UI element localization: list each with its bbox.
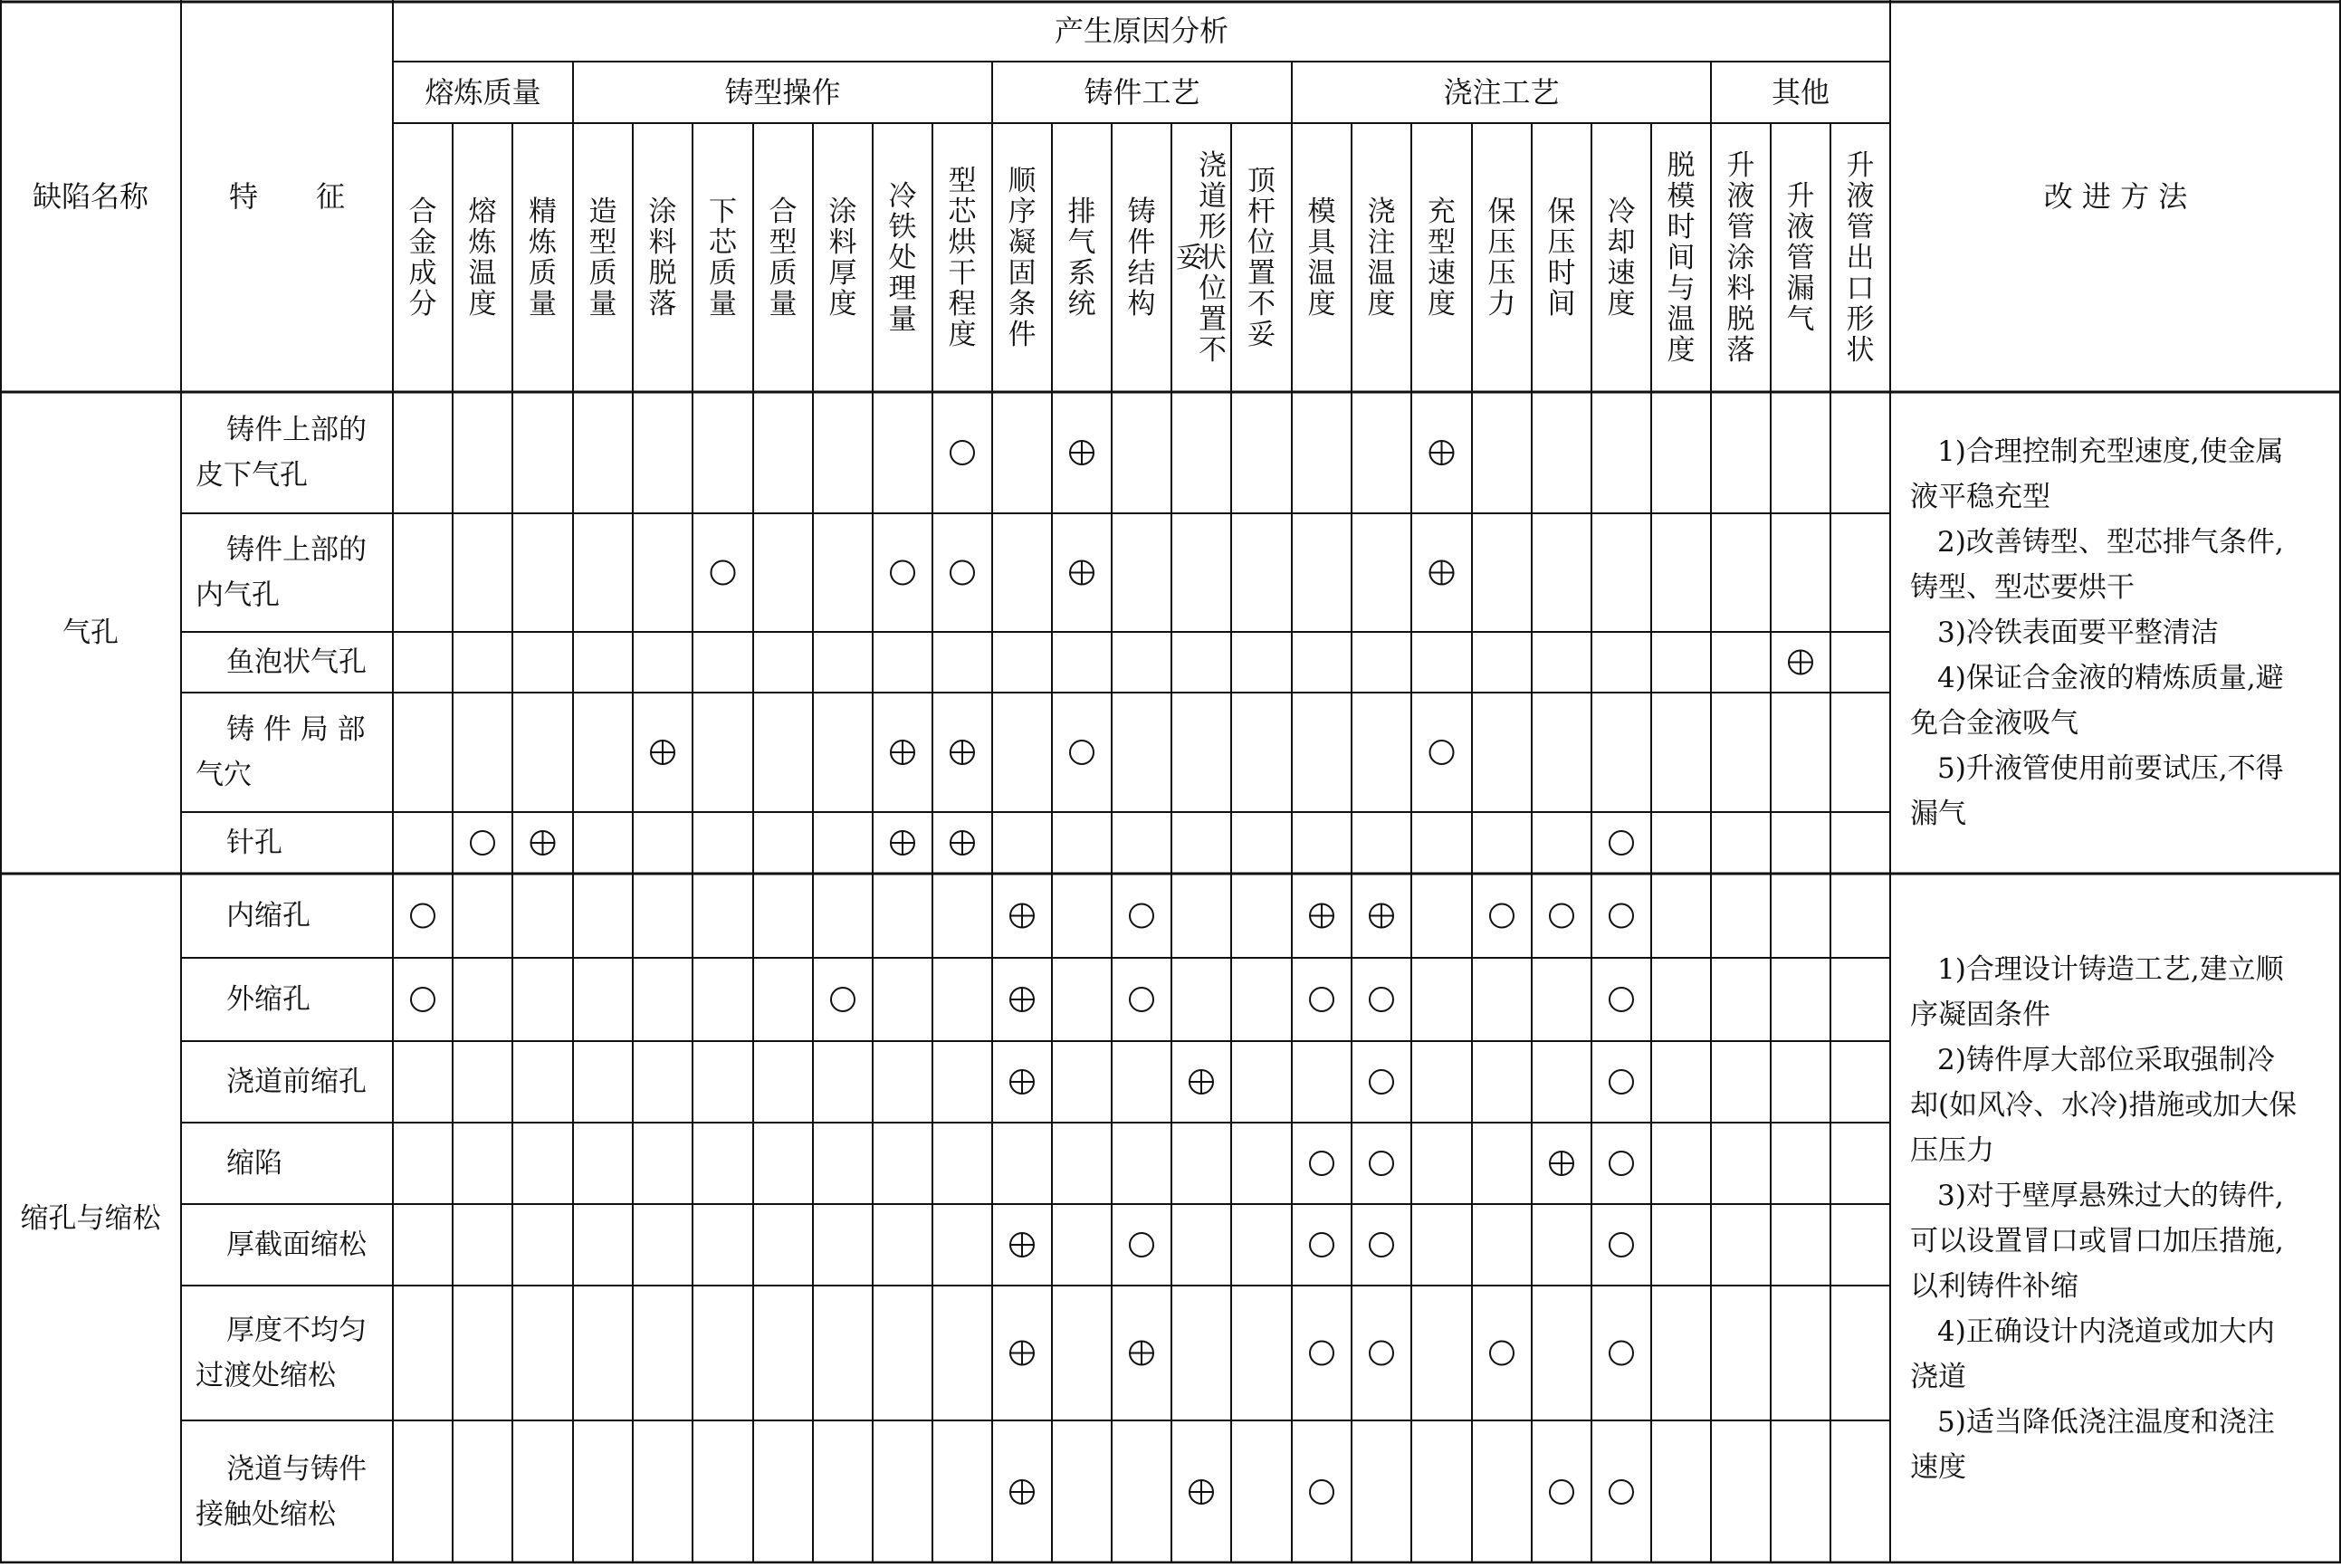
factor-header-char: 速 [1607,257,1636,290]
remedy-line: 3)对于壁厚悬殊过大的铸件, [1937,1180,2284,1212]
possible-cause-mark [1610,1480,1633,1504]
factor-header-char: 量 [709,288,737,320]
remedy-line: 漏气 [1910,798,1966,830]
possible-cause-mark [1370,1152,1393,1175]
factor-header-char: 涂 [648,196,677,228]
remedy-line: 浇道 [1910,1361,1966,1393]
factor-header-char: 型 [948,165,977,197]
main-cause-mark [1550,1152,1573,1175]
column-header-remedy: 改 进 方 法 [2043,179,2188,214]
remedy-line: 压压力 [1910,1134,1994,1167]
factor-header-char: 质 [529,257,557,290]
factor-header-char: 道 [1199,180,1227,213]
group-header: 铸型操作 [724,75,841,110]
factor-header-char: 成 [408,257,437,290]
main-cause-mark [1310,904,1333,928]
possible-cause-mark [1610,831,1633,855]
remedy-line: 1)合理控制充型速度,使金属 [1937,435,2284,468]
possible-cause-mark [471,831,494,855]
feature-text: 鱼泡状气孔 [226,645,367,679]
factor-header-char: 时 [1547,257,1576,290]
main-cause-mark [1190,1480,1213,1504]
feature-text: 皮下气孔 [196,459,308,492]
factor-header-char: 升 [1726,149,1755,182]
possible-cause-mark [1370,1070,1393,1094]
factor-header-char: 干 [948,257,977,290]
factor-header-char: 件 [1008,319,1037,351]
feature-text: 接触处缩松 [196,1498,336,1531]
factor-header-char: 固 [1008,257,1037,290]
factor-header-char: 度 [1367,288,1396,320]
remedy-line: 1)合理设计铸造工艺,建立顺 [1937,953,2284,986]
factor-header-char: 分 [408,288,437,320]
possible-cause-mark [951,561,974,585]
possible-cause-mark [411,988,435,1011]
factor-header-char: 状 [1199,242,1227,274]
remedy-line: 序凝固条件 [1910,999,2050,1031]
factor-header-char: 间 [1667,242,1696,274]
remedy-line: 2)改善铸型、型芯排气条件, [1937,526,2284,559]
factor-header-char: 妥 [1247,319,1276,351]
possible-cause-mark [1070,741,1094,764]
factor-header-char: 下 [709,196,737,228]
factor-header-char: 理 [888,272,917,305]
main-cause-mark [951,741,974,764]
factor-header-char: 质 [769,257,798,290]
factor-header-char: 熔 [468,196,497,228]
main-cause-mark [1010,1233,1034,1257]
factor-header-char: 顶 [1247,165,1276,197]
factor-header-char: 置 [1247,257,1276,290]
group-header: 浇注工艺 [1443,75,1560,110]
factor-header-char: 温 [1307,257,1336,290]
factor-header-char: 结 [1127,257,1156,290]
factor-header-char: 顺 [1008,165,1037,197]
factor-header-char: 型 [1428,226,1456,259]
possible-cause-mark [891,561,914,585]
factor-header-char: 状 [1846,334,1875,367]
factor-header-char: 形 [1199,211,1227,244]
feature-text: 厚度不均匀 [226,1314,367,1347]
feature-text: 气穴 [196,759,252,791]
main-cause-mark [1010,1342,1034,1365]
factor-header-char: 厚 [828,257,857,290]
factor-header-char: 件 [1127,226,1156,259]
factor-header-char: 量 [769,288,798,320]
possible-cause-mark [1130,904,1153,928]
possible-cause-mark [1130,1233,1153,1257]
factor-header-char: 气 [1786,303,1815,336]
remedy-line: 液平稳充型 [1910,481,2050,513]
factor-header-char: 浇 [1199,149,1227,182]
factor-header-char: 妥 [1176,242,1204,274]
main-cause-mark [651,741,674,764]
possible-cause-mark [1610,1233,1633,1257]
remedy-line: 5)升液管使用前要试压,不得 [1937,752,2284,785]
main-cause-mark [1789,651,1812,674]
factor-header-char: 落 [1726,334,1755,367]
factor-header-char: 合 [769,196,798,228]
factor-header-char: 程 [948,288,977,320]
possible-cause-mark [1310,1480,1333,1504]
factor-header-char: 合 [408,196,437,228]
factor-header-char: 液 [1846,180,1875,213]
feature-text: 铸 件 局 部 [226,713,366,746]
possible-cause-mark [1370,988,1393,1011]
defect-category-name: 气孔 [62,617,119,649]
factor-header-char: 排 [1067,196,1096,228]
possible-cause-mark [1370,1342,1393,1365]
feature-text: 缩陷 [226,1147,282,1180]
factor-header-char: 精 [529,196,557,228]
factor-header-char: 不 [1199,334,1227,367]
factor-header-char: 凝 [1008,226,1037,259]
factor-header-char: 冷 [1607,196,1636,228]
main-cause-mark [891,741,914,764]
factor-header-char: 铁 [888,211,917,244]
feature-text: 浇道与铸件 [226,1453,367,1486]
factor-header-char: 度 [468,288,497,320]
possible-cause-mark [1550,1480,1573,1504]
possible-cause-mark [1610,1342,1633,1365]
possible-cause-mark [411,904,435,928]
factor-header-char: 气 [1067,226,1096,259]
factor-header-char: 炼 [468,226,497,259]
factor-header-char: 保 [1547,196,1576,228]
factor-header-char: 条 [1008,288,1037,320]
possible-cause-mark [712,561,735,585]
group-header: 其他 [1771,75,1830,110]
factor-header-char: 速 [1428,257,1456,290]
factor-header-char: 统 [1067,288,1096,320]
factor-header-char: 模 [1307,196,1336,228]
main-cause-mark [951,831,974,855]
factor-header-char: 量 [888,303,917,336]
factor-header-char: 脱 [648,257,677,290]
factor-header-char: 管 [1846,211,1875,244]
possible-cause-mark [1610,1070,1633,1094]
feature-text: 外缩孔 [226,983,311,1016]
main-cause-mark [1010,988,1034,1011]
remedy-line: 铸型、型芯要烘干 [1910,571,2135,604]
factor-header-char: 注 [1367,226,1396,259]
factor-header-char: 液 [1786,211,1815,244]
factor-header-char: 间 [1547,288,1576,320]
factor-header-char: 处 [888,242,917,274]
factor-header-char: 度 [1667,334,1696,367]
main-cause-mark [531,831,555,855]
factor-header-char: 液 [1726,180,1755,213]
factor-header-char: 料 [648,226,677,259]
factor-header-char: 管 [1726,211,1755,244]
factor-header-char: 质 [588,257,617,290]
defect-category-name: 缩孔与缩松 [20,1202,161,1235]
remedy-line: 2)铸件厚大部位采取强制冷 [1937,1044,2275,1076]
factor-header-char: 系 [1067,257,1096,290]
factor-header-char: 序 [1008,196,1037,228]
factor-header-char: 充 [1428,196,1456,228]
remedy-line: 4)正确设计内浇道或加大内 [1937,1315,2275,1348]
feature-text: 内缩孔 [226,899,311,932]
factor-header-char: 形 [1846,303,1875,336]
possible-cause-mark [1610,904,1633,928]
factor-header-char: 落 [648,288,677,320]
column-header-feature: 特 征 [228,179,346,214]
factor-header-char: 与 [1667,272,1696,305]
factor-header-char: 具 [1307,226,1336,259]
factor-header-char: 保 [1487,196,1516,228]
factor-header-char: 烘 [948,226,977,259]
feature-text: 铸件上部的 [226,533,367,567]
factor-header-char: 度 [1307,288,1336,320]
remedy-line: 3)冷铁表面要平整清洁 [1937,617,2219,649]
main-cause-mark [1010,1480,1034,1504]
factor-header-char: 模 [1667,180,1696,213]
factor-header-char: 压 [1487,226,1516,259]
factor-header-char: 度 [1428,288,1456,320]
factor-header-char: 压 [1547,226,1576,259]
factor-header-char: 却 [1607,226,1636,259]
factor-header-char: 金 [408,226,437,259]
feature-text: 针孔 [226,827,282,859]
factor-header-char: 型 [588,226,617,259]
factor-header-char: 浇 [1367,196,1396,228]
main-cause-mark [891,831,914,855]
remedy-line: 4)保证合金液的精炼质量,避 [1937,662,2284,694]
group-header: 熔炼质量 [425,75,541,110]
factor-header-char: 管 [1786,242,1815,274]
header-title: 产生原因分析 [1054,14,1229,48]
possible-cause-mark [1130,988,1153,1011]
factor-header-char: 芯 [709,226,737,259]
main-cause-mark [1010,904,1034,928]
factor-header-char: 质 [709,257,737,290]
main-cause-mark [1370,904,1393,928]
remedy-line: 5)适当降低浇注温度和浇注 [1937,1406,2275,1439]
factor-header-char: 升 [1846,149,1875,182]
main-cause-mark [1130,1342,1153,1365]
factor-header-char: 力 [1487,288,1516,320]
factor-header-char: 升 [1786,180,1815,213]
factor-header-char: 涂 [1726,242,1755,274]
group-header: 铸件工艺 [1084,75,1200,110]
remedy-line: 却(如风冷、水冷)措施或加大保 [1910,1089,2298,1122]
possible-cause-mark [951,441,974,464]
factor-header-char: 位 [1199,272,1227,305]
factor-header-char: 度 [1607,288,1636,320]
factor-header-char: 涂 [828,196,857,228]
factor-header-char: 度 [828,288,857,320]
factor-header-char: 置 [1199,303,1227,336]
possible-cause-mark [1490,904,1514,928]
possible-cause-mark [1550,904,1573,928]
factor-header-char: 量 [529,288,557,320]
possible-cause-mark [1310,1233,1333,1257]
factor-header-char: 料 [828,226,857,259]
factor-header-char: 出 [1846,242,1875,274]
factor-header-char: 量 [588,288,617,320]
possible-cause-mark [1310,1152,1333,1175]
possible-cause-mark [1310,1342,1333,1365]
main-cause-mark [1430,561,1454,585]
factor-header-char: 炼 [529,226,557,259]
factor-header-char: 构 [1127,288,1156,320]
factor-header-char: 杆 [1247,196,1276,228]
remedy-line: 免合金液吸气 [1910,707,2078,740]
feature-text: 过渡处缩松 [196,1359,336,1392]
remedy-line: 可以设置冒口或冒口加压措施, [1910,1225,2284,1257]
main-cause-mark [1070,561,1094,585]
factor-header-char: 口 [1846,272,1875,305]
factor-header-char: 型 [769,226,798,259]
feature-text: 厚截面缩松 [226,1229,367,1261]
factor-header-char: 温 [468,257,497,290]
factor-header-char: 料 [1726,272,1755,305]
possible-cause-mark [831,988,855,1011]
factor-header-char: 温 [1667,303,1696,336]
factor-header-char: 压 [1487,257,1516,290]
feature-text: 铸件上部的 [226,414,367,446]
factor-header-char: 温 [1367,257,1396,290]
remedy-line: 速度 [1910,1451,1966,1484]
factor-header-char: 漏 [1786,272,1815,305]
factor-header-char: 冷 [888,180,917,213]
possible-cause-mark [1430,741,1454,764]
possible-cause-mark [1610,1152,1633,1175]
factor-header-char: 不 [1247,288,1276,320]
factor-header-char: 脱 [1726,303,1755,336]
feature-text: 内气孔 [196,578,280,612]
factor-header-char: 时 [1667,211,1696,244]
main-cause-mark [1010,1070,1034,1094]
factor-header-char: 芯 [948,196,977,228]
possible-cause-mark [1370,1233,1393,1257]
factor-header-char: 度 [948,319,977,351]
main-cause-mark [1190,1070,1213,1094]
factor-header-char: 造 [588,196,617,228]
factor-header-char: 位 [1247,226,1276,259]
main-cause-mark [1070,441,1094,464]
remedy-line: 以利铸件补缩 [1910,1270,2078,1303]
factor-header-char: 铸 [1127,196,1156,228]
feature-text: 浇道前缩孔 [226,1066,367,1098]
possible-cause-mark [1610,988,1633,1011]
column-header-defect: 缺陷名称 [32,179,149,214]
factor-header-char: 脱 [1667,149,1696,182]
possible-cause-mark [1310,988,1333,1011]
possible-cause-mark [1490,1342,1514,1365]
main-cause-mark [1430,441,1454,464]
